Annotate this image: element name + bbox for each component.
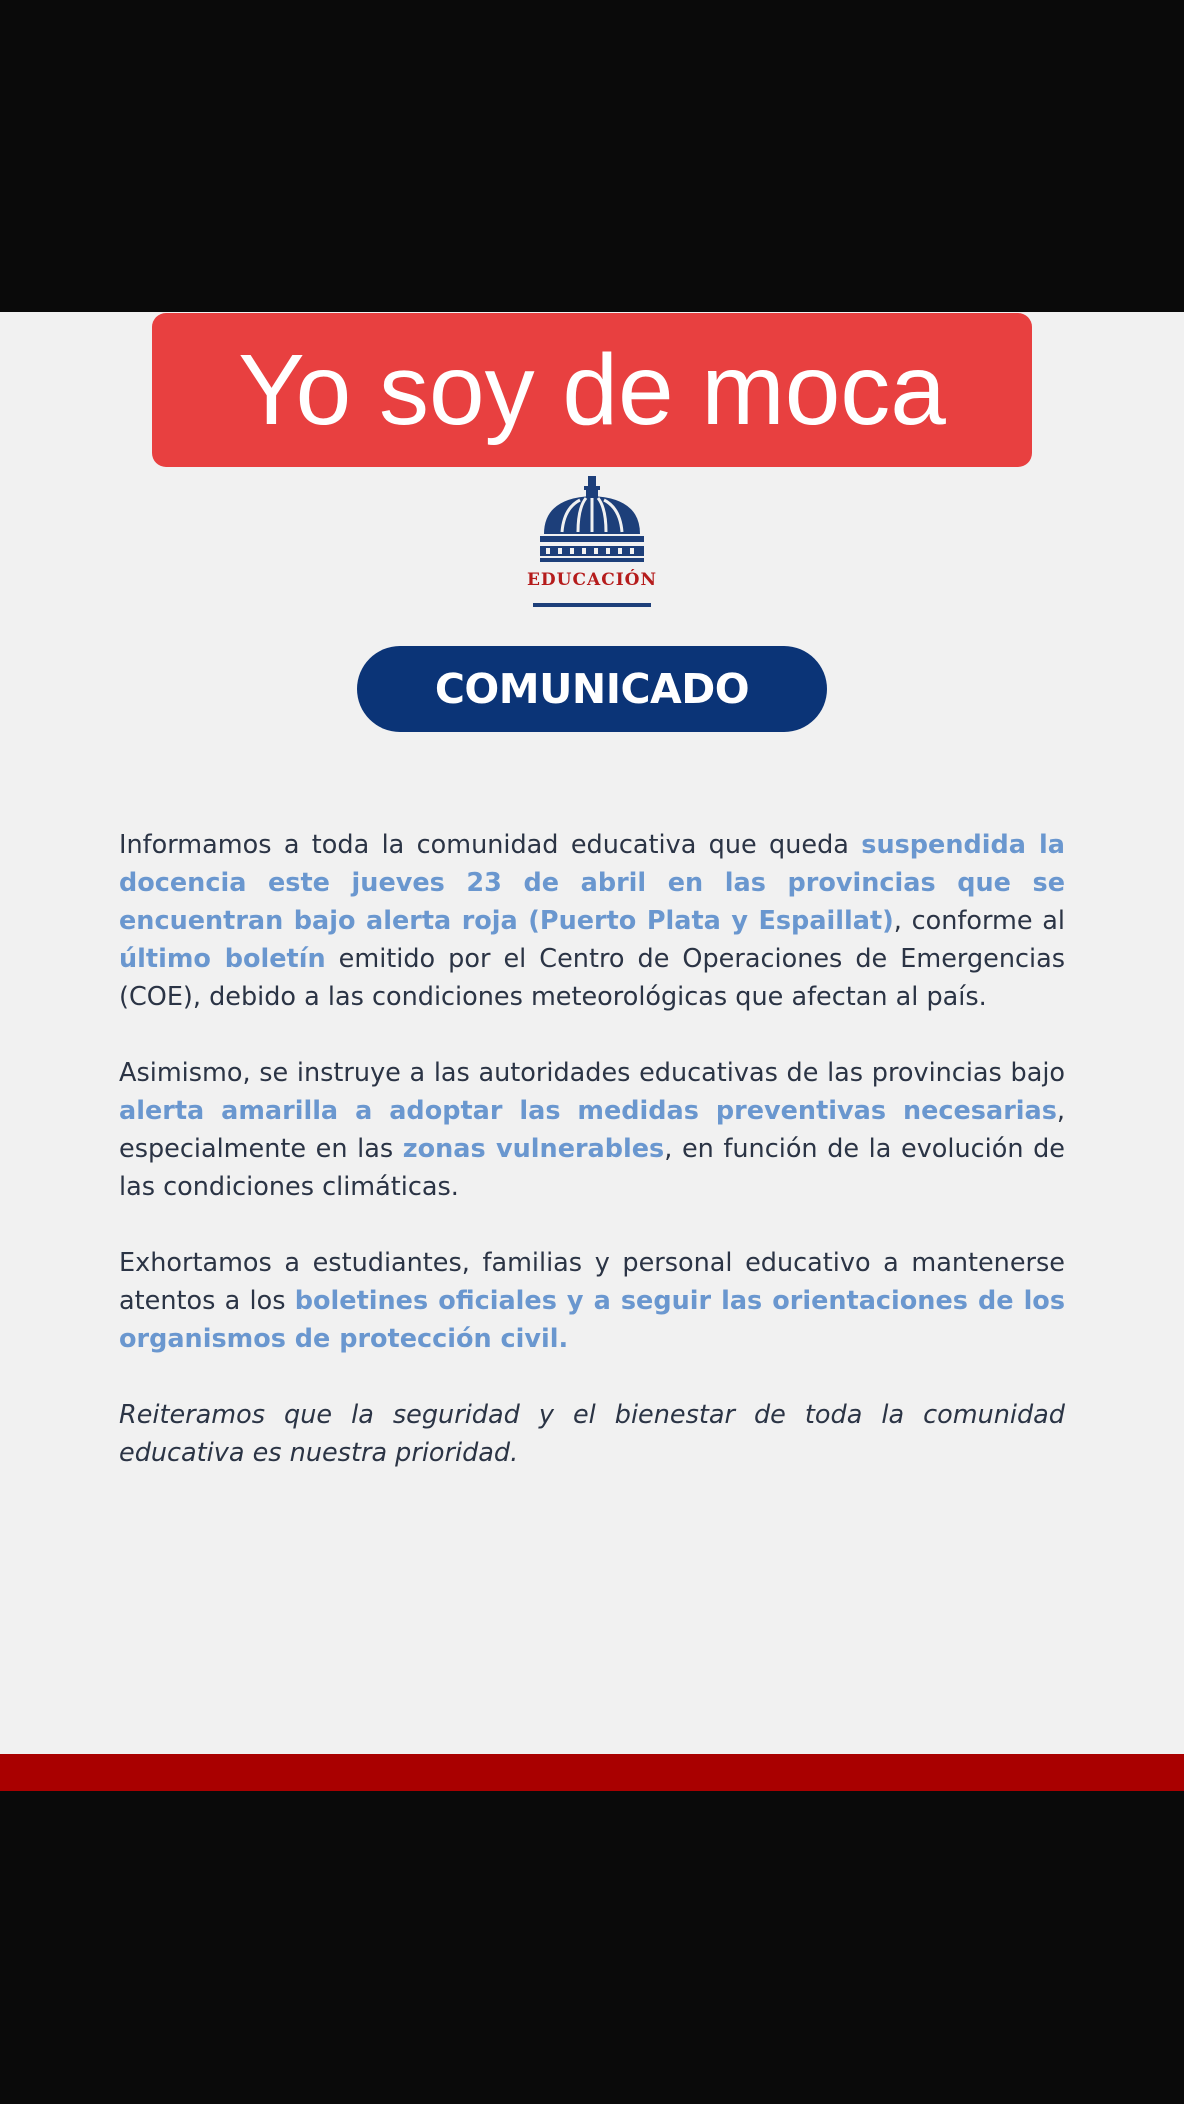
paragraph-3-text: Exhortamos a estudiantes, familias y personal educativo a mantenerse atentos a los: [119, 1248, 1065, 1316]
paragraph-2: [119, 1054, 1065, 1206]
paragraph-1: [119, 826, 1065, 1016]
paragraph-4-text: Reiteramos que la seguridad y el bienestar de toda la comunidad educativa es nuestra prioridad.: [119, 1400, 1065, 1468]
paragraph-1-text-3: emitido por el Centro de Operaciones de Emergencias (COE), debido a las condiciones meteorológicas que afectan al país.: [119, 944, 1065, 1012]
paragraph-2-text: Asimismo, se instruye a las autoridades educativas de las provincias bajo: [119, 1058, 1065, 1088]
footer-red-stripe: [0, 1754, 1184, 1791]
capitol-dome-icon: [528, 474, 656, 570]
paragraph-2-text-2: , especialmente en las: [119, 1096, 1065, 1164]
paragraph-2-highlight-2: zonas vulnerables: [402, 1134, 665, 1164]
paragraph-3: [119, 1244, 1065, 1358]
bottom-black-bar: [0, 1791, 1184, 2104]
paragraph-1-highlight-2: último boletín: [119, 944, 326, 974]
education-logo: [528, 474, 656, 612]
communique-title: COMUNICADO: [357, 646, 827, 732]
paragraph-1-highlight: suspendida la docencia este jueves 23 de abril en las provincias que se encuentran bajo alerta roja (Puerto Plata y Espaillat): [119, 830, 1065, 936]
paragraph-2-highlight: alerta amarilla a adoptar las medidas preventivas necesarias: [119, 1096, 1057, 1126]
paragraph-1-text-2: , conforme al: [893, 906, 1065, 936]
paragraph-4: [119, 1396, 1065, 1472]
paragraph-3-highlight: boletines oficiales y a seguir las orientaciones de los organismos de protección civil.: [119, 1286, 1066, 1354]
overlay-caption: Yo soy de moca: [152, 313, 1032, 467]
logo-underline: [533, 603, 651, 607]
top-black-bar: [0, 0, 1184, 312]
communique-body: [119, 826, 1065, 1510]
logo-label: EDUCACIÓN: [526, 570, 658, 590]
paragraph-2-text-3: , en función de la evolución de las condiciones climáticas.: [119, 1134, 1065, 1202]
paragraph-1-text: Informamos a toda la comunidad educativa que queda: [119, 830, 862, 860]
